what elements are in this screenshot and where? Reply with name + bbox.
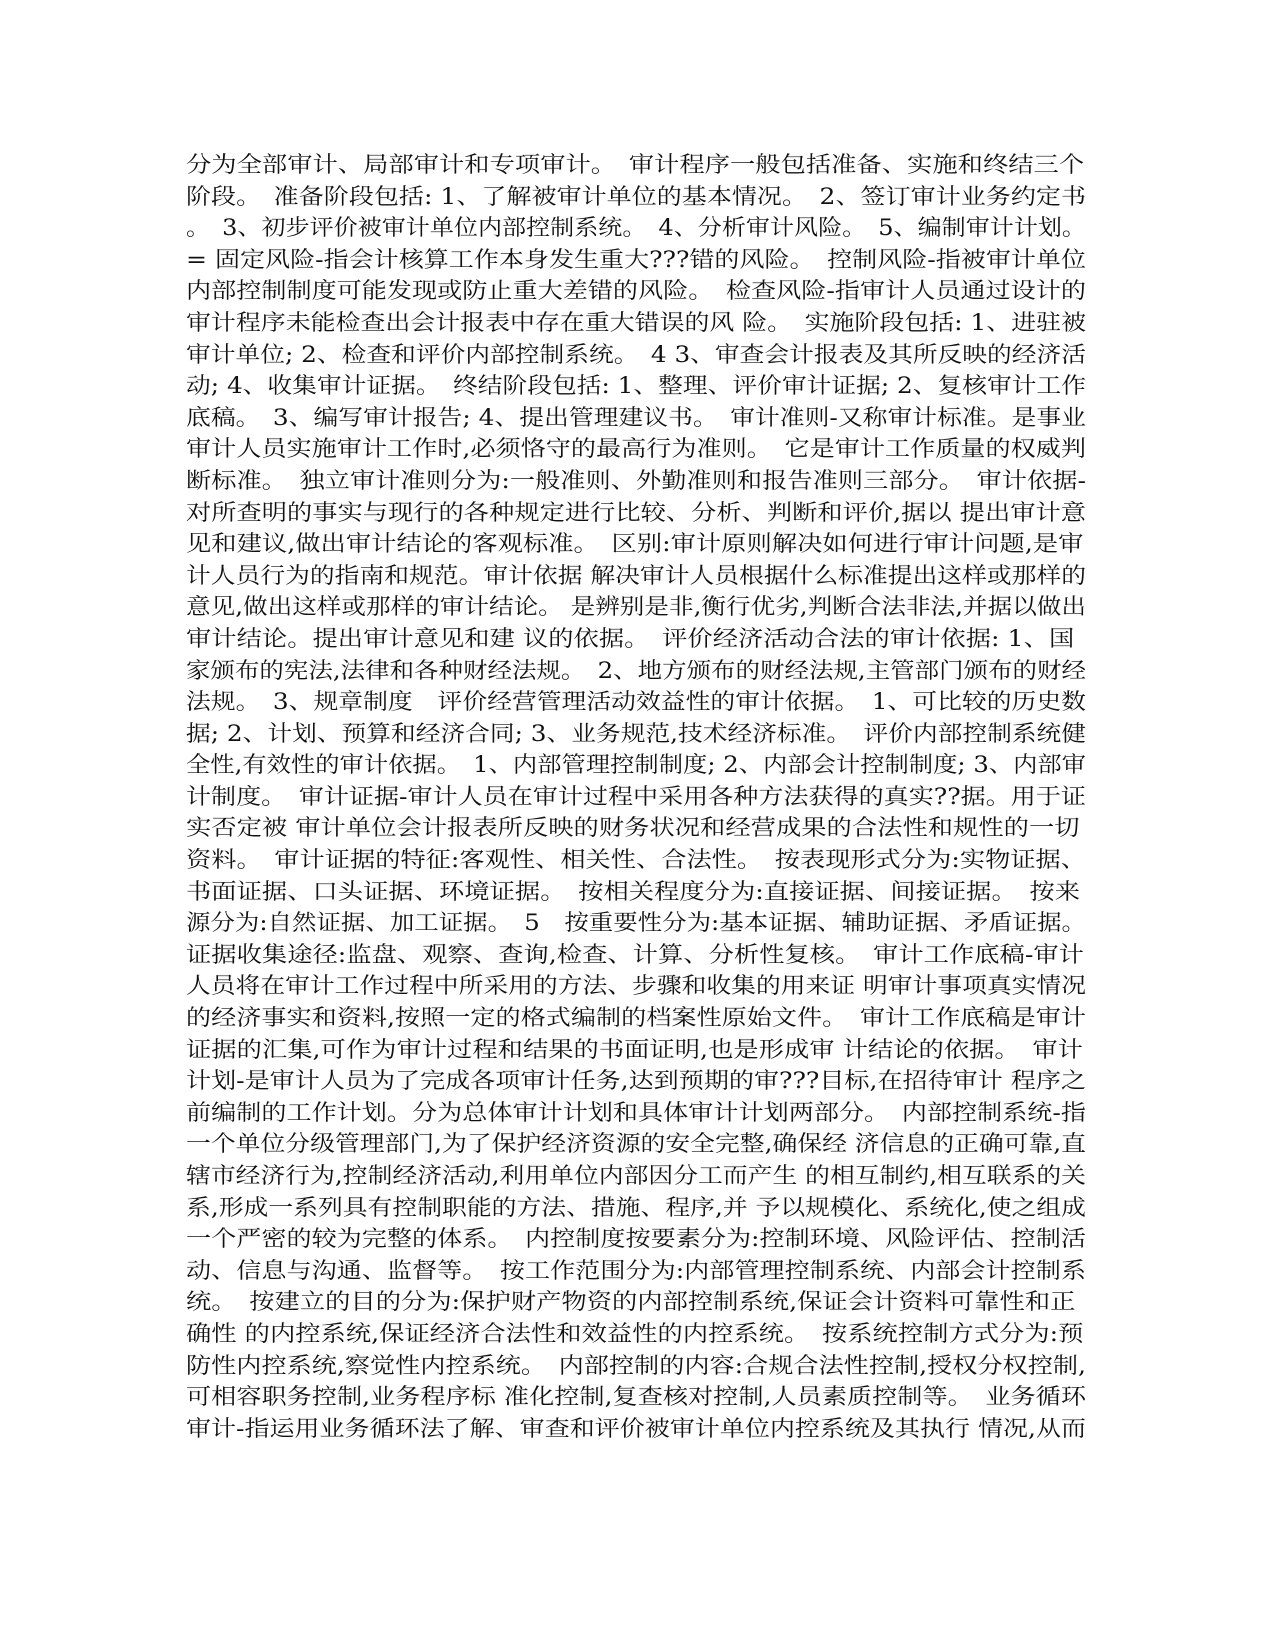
text-line: 动; 4、收集审计证据。 终结阶段包括: 1、整理、评价审计证据; 2、复核审计工作: [186, 374, 1086, 400]
text-line: 的经济事实和资料,按照一定的格式编制的档案性原始文件。 审计工作底稿是审计: [186, 1006, 1086, 1032]
text-line: 前编制的工作计划。分为总体审计计划和具体审计计划两部分。 内部控制系统-指: [186, 1100, 1086, 1126]
text-line: 全性,有效性的审计依据。 1、内部管理控制制度; 2、内部会计控制制度; 3、内部审: [186, 753, 1086, 779]
text-line: 确性 的内控系统,保证经济合法性和效益性的内控系统。 按系统控制方式分为:预: [186, 1321, 1084, 1347]
text-line: 防性内控系统,察觉性内控系统。 内部控制的内容:合规合法性控制,授权分权控制,: [186, 1353, 1086, 1379]
text-line: 辖市经济行为,控制经济活动,利用单位内部因分工而产生 的相互制约,相互联系的关: [186, 1164, 1086, 1189]
text-line: 计制度。 审计证据-审计人员在审计过程中采用各种方法获得的真实??据。用于证: [186, 784, 1086, 810]
text-line: 分为全部审计、局部审计和专项审计。 审计程序一般包括准备、实施和终结三个: [186, 153, 1085, 178]
text-line: 审计人员实施审计工作时,必须恪守的最高行为准则。 它是审计工作质量的权威判: [186, 437, 1086, 463]
text-line: 动、信息与沟通、监督等。 按工作范围分为:内部管理控制系统、内部会计控制系: [186, 1258, 1086, 1284]
text-line: 审计结论。提出审计意见和建 议的依据。 评价经济活动合法的审计依据: 1、国: [186, 626, 1075, 652]
text-line: 。 3、初步评价被审计单位内部控制系统。 4、分析审计风险。 5、编制审计计划。: [186, 216, 1086, 242]
text-line: 书面证据、口头证据、环境证据。 按相关程度分为:直接证据、间接证据。 按来: [186, 879, 1081, 905]
text-line: 人员将在审计工作过程中所采用的方法、步骤和收集的用来证 明审计事项真实情况: [186, 974, 1086, 1000]
text-line: 证据的汇集,可作为审计过程和结果的书面证明,也是形成审 计结论的依据。 审计: [186, 1037, 1083, 1063]
text-line: 源分为:自然证据、加工证据。 5 按重要性分为:基本证据、辅助证据、矛盾证据。: [186, 911, 1086, 937]
text-line: 家颁布的宪法,法律和各种财经法规。 2、地方颁布的财经法规,主管部门颁布的财经: [186, 658, 1086, 684]
text-line: 法规。 3、规章制度 评价经营管理活动效益性的审计依据。 1、可比较的历史数: [186, 690, 1086, 716]
text-line: = 固定风险-指会计核算工作本身发生重大???错的风险。 控制风险-指被审计单位: [186, 247, 1086, 273]
text-line: 对所查明的事实与现行的各种规定进行比较、分析、判断和评价,据以 提出审计意: [186, 500, 1086, 526]
body-text: [186, 150, 1086, 1445]
text-line: 一个严密的较为完整的体系。 内控制度按要素分为:控制环境、风险评估、控制活: [186, 1227, 1086, 1253]
text-line: 断标准。 独立审计准则分为:一般准则、外勤准则和报告准则三部分。 审计依据-: [186, 468, 1086, 494]
text-line: 系,形成一系列具有控制职能的方法、措施、程序,并 予以规模化、系统化,使之组成: [186, 1195, 1086, 1221]
text-line: 计人员行为的指南和规范。审计依据 解决审计人员根据什么标准提出这样或那样的: [186, 563, 1086, 589]
text-line: 计划-是审计人员为了完成各项审计任务,达到预期的审???目标,在招待审计 程序之: [186, 1069, 1086, 1095]
text-line: 审计-指运用业务循环法了解、审查和评价被审计单位内控系统及其执行 情况,从而: [186, 1416, 1086, 1442]
text-line: 审计程序未能检查出会计报表中存在重大错误的风 险。 实施阶段包括: 1、进驻被: [186, 310, 1086, 336]
text-line: 见和建议,做出审计结论的客观标准。 区别:审计原则解决如何进行审计问题,是审: [186, 532, 1084, 558]
text-line: 底稿。 3、编写审计报告; 4、提出管理建议书。 审计准则-又称审计标准。是事业: [186, 405, 1086, 431]
text-line: 一个单位分级管理部门,为了保护经济资源的安全完整,确保经 济信息的正确可靠,直: [186, 1132, 1086, 1158]
text-line: 资料。 审计证据的特征:客观性、相关性、合法性。 按表现形式分为:实物证据、: [186, 848, 1086, 874]
text-line: 内部控制制度可能发现或防止重大差错的风险。 检查风险-指审计人员通过设计的: [186, 279, 1086, 305]
text-line: 审计单位; 2、检查和评价内部控制系统。 4 3、审查会计报表及其所反映的经济活: [186, 342, 1086, 368]
text-line: 据; 2、计划、预算和经济合同; 3、业务规范,技术经济标准。 评价内部控制系统健: [186, 721, 1086, 747]
text-line: 可相容职务控制,业务程序标 准化控制,复查核对控制,人员素质控制等。 业务循环: [186, 1385, 1086, 1411]
text-line: 证据收集途径:监盘、观察、查询,检查、计算、分析性复核。 审计工作底稿-审计: [186, 942, 1084, 968]
text-line: 阶段。 准备阶段包括: 1、了解被审计单位的基本情况。 2、签订审计业务约定书: [186, 184, 1086, 210]
text-line: 实否定被 审计单位会计报表所反映的财务状况和经营成果的合法性和规性的一切: [186, 816, 1080, 842]
text-line: 意见,做出这样或那样的审计结论。 是辨别是非,衡行优劣,判断合法非法,并据以做出: [186, 595, 1086, 621]
text-line: 统。 按建立的目的分为:保护财产物资的内部控制系统,保证会计资料可靠性和正: [186, 1290, 1076, 1316]
